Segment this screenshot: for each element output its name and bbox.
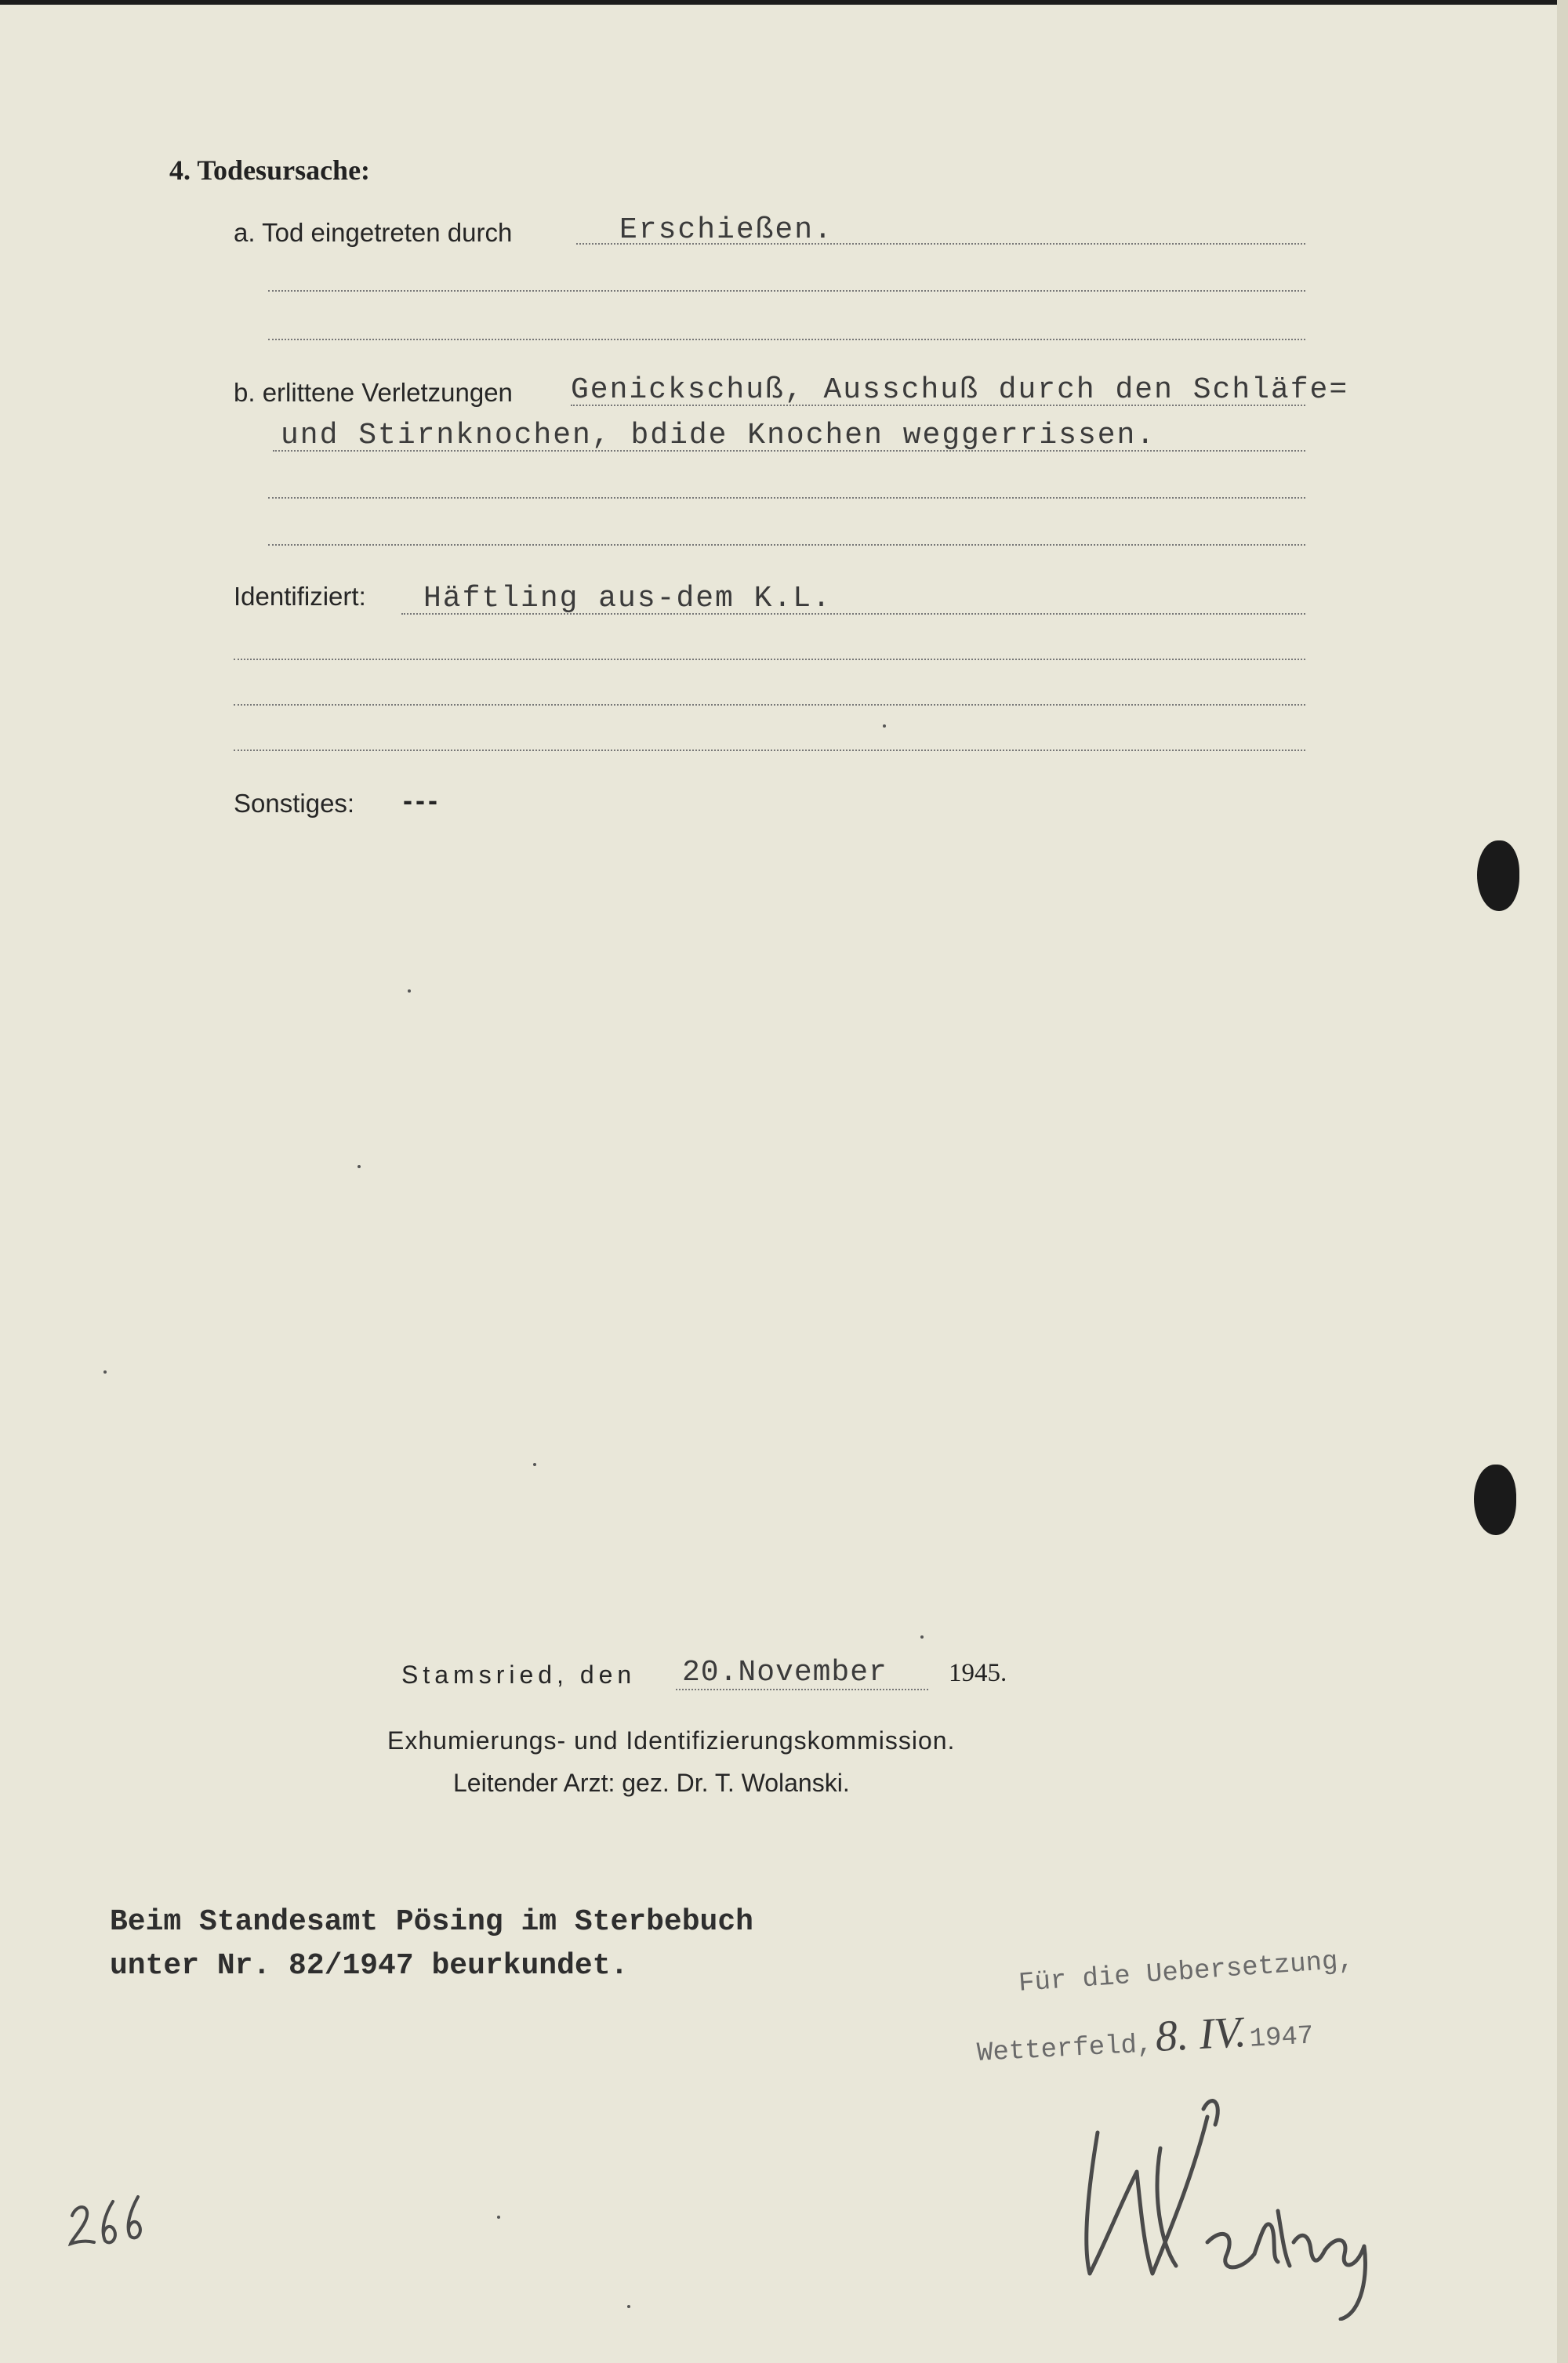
date-value: 20.November bbox=[682, 1656, 887, 1690]
page-right-edge bbox=[1557, 0, 1568, 2363]
identified-value: Häftling aus-dem K.L. bbox=[423, 582, 832, 615]
certification-place: Wetterfeld, bbox=[976, 2030, 1154, 2069]
page-number-drawing bbox=[67, 2195, 154, 2250]
page-top-edge bbox=[0, 0, 1568, 5]
cause-b-dotted-line-2 bbox=[273, 450, 1305, 452]
cause-b-dotted-line-4 bbox=[268, 544, 1305, 546]
cause-a-label: a. Tod eingetreten durch bbox=[234, 218, 513, 247]
identified-dotted-line-2 bbox=[234, 659, 1305, 660]
identified-dotted-line bbox=[401, 613, 1305, 615]
cause-a-dotted-line-3 bbox=[268, 339, 1305, 340]
paper-speck bbox=[358, 1165, 361, 1168]
commission-line1: Exhumierungs- und Identifizierungskommission. bbox=[387, 1726, 956, 1755]
identified-dotted-line-4 bbox=[234, 750, 1305, 751]
cause-b-label: b. erlittene Verletzungen bbox=[234, 378, 513, 407]
paper-speck bbox=[627, 2305, 630, 2308]
other-value: --- bbox=[403, 784, 441, 816]
punch-hole-lower bbox=[1474, 1465, 1516, 1535]
certification-line2 bbox=[975, 2004, 1314, 2071]
identified-label: Identifiziert: bbox=[234, 582, 366, 611]
registry-note-line2: unter Nr. 82/1947 beurkundet. bbox=[110, 1949, 629, 1983]
cause-b-dotted-line bbox=[571, 405, 1305, 406]
certification-line1: Für die Uebersetzung, bbox=[1018, 1946, 1356, 1999]
place-label: Stamsried, den bbox=[401, 1661, 637, 1689]
cause-b-value-line1: Genickschuß, Ausschuß durch den Schläfe= bbox=[571, 373, 1349, 407]
punch-hole-upper bbox=[1477, 840, 1519, 911]
signature-drawing bbox=[1066, 2085, 1396, 2321]
certification-year: 1947 bbox=[1248, 2021, 1315, 2055]
certification-date-handwritten: 8. IV. bbox=[1154, 2007, 1247, 2061]
cause-a-value: Erschießen. bbox=[619, 213, 833, 247]
paper-speck bbox=[497, 2216, 500, 2219]
paper-speck bbox=[533, 1463, 536, 1466]
identified-dotted-line-3 bbox=[234, 704, 1305, 706]
paper-speck bbox=[408, 989, 411, 993]
section-heading: 4. Todesursache: bbox=[169, 154, 371, 186]
cause-a-dotted-line bbox=[576, 243, 1305, 245]
cause-a-dotted-line-2 bbox=[268, 290, 1305, 292]
year-value: 1945. bbox=[949, 1659, 1007, 1687]
commission-line2: Leitender Arzt: gez. Dr. T. Wolanski. bbox=[453, 1769, 850, 1797]
cause-b-dotted-line-3 bbox=[268, 497, 1305, 499]
registry-note-line1: Beim Standesamt Pösing im Sterbebuch bbox=[110, 1905, 753, 1939]
handwritten-signature bbox=[1066, 2085, 1396, 2325]
paper-speck bbox=[883, 724, 886, 728]
date-dotted-line bbox=[676, 1689, 928, 1690]
other-label: Sonstiges: bbox=[234, 789, 355, 818]
cause-b-value-line2: und Stirnknochen, bdide Knochen weggerrissen. bbox=[281, 419, 1156, 452]
paper-speck bbox=[103, 1370, 107, 1374]
paper-speck bbox=[920, 1635, 924, 1639]
handwritten-page-number bbox=[67, 2195, 154, 2254]
